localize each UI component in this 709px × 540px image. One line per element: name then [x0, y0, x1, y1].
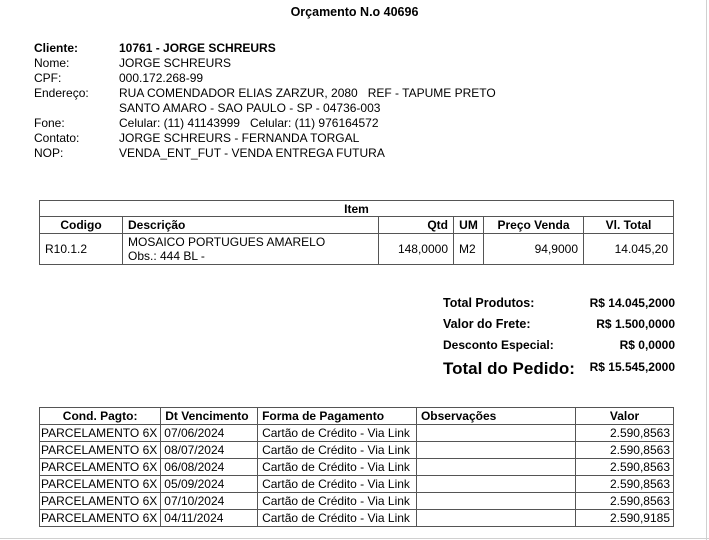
pay-venc: 07/06/2024: [161, 425, 258, 442]
contact-label: Contato:: [34, 131, 80, 145]
desconto-label: Desconto Especial:: [443, 338, 554, 352]
pay-forma: Cartão de Crédito - Via Link: [258, 510, 417, 527]
col-descricao: Descrição: [123, 217, 379, 234]
table-row: [40, 234, 674, 265]
items-table: [39, 200, 674, 265]
totals-block: [440, 293, 680, 382]
col-total: Vl. Total: [584, 217, 674, 234]
col-preco: Preço Venda: [484, 217, 584, 234]
name-label: Nome:: [34, 56, 70, 70]
item-codigo: R10.1.2: [40, 234, 123, 265]
col-codigo: Codigo: [40, 217, 123, 234]
frete-row: [440, 314, 680, 335]
items-table-title: Item: [40, 201, 674, 217]
phone-value: Celular: (11) 41143999 Celular: (11) 976164572: [119, 116, 379, 130]
pay-valor: 2.590,8563: [576, 442, 674, 459]
address-city-value: SANTO AMARO - SAO PAULO - SP - 04736-003: [119, 101, 381, 115]
pay-obs: [416, 442, 575, 459]
pay-obs: [416, 425, 575, 442]
pay-cond: PARCELAMENTO 6X: [40, 493, 161, 510]
pay-valor: 2.590,8563: [576, 493, 674, 510]
pay-forma: Cartão de Crédito - Via Link: [258, 442, 417, 459]
page-edge-bottom: [0, 538, 709, 539]
total-produtos-row: [440, 293, 680, 314]
pay-forma: Cartão de Crédito - Via Link: [258, 425, 417, 442]
table-row: [40, 442, 674, 459]
total-produtos-label: Total Produtos:: [443, 296, 535, 310]
item-total: 14.045,20: [584, 234, 674, 265]
col-dt-vencimento: Dt Vencimento: [161, 408, 258, 425]
col-qtd: Qtd: [379, 217, 454, 234]
contact-value: JORGE SCHREURS - FERNANDA TORGAL: [119, 131, 360, 145]
pay-cond: PARCELAMENTO 6X: [40, 425, 161, 442]
pay-valor: 2.590,8563: [576, 476, 674, 493]
pay-venc: 08/07/2024: [161, 442, 258, 459]
client-value: 10761 - JORGE SCHREURS: [119, 41, 276, 55]
frete-value: R$ 1.500,0000: [596, 317, 675, 331]
payments-table: [39, 407, 674, 527]
pay-cond: PARCELAMENTO 6X: [40, 442, 161, 459]
col-valor: Valor: [576, 408, 674, 425]
pay-venc: 05/09/2024: [161, 476, 258, 493]
table-row: [40, 459, 674, 476]
address-value: RUA COMENDADOR ELIAS ZARZUR, 2080 REF - TAPUME PRETO: [119, 86, 496, 100]
pay-cond: PARCELAMENTO 6X: [40, 510, 161, 527]
pay-obs: [416, 510, 575, 527]
col-observacoes: Observações: [416, 408, 575, 425]
item-obs: Obs.: 444 BL -: [128, 249, 205, 263]
pay-cond: PARCELAMENTO 6X: [40, 476, 161, 493]
table-row: [40, 493, 674, 510]
pay-obs: [416, 459, 575, 476]
phone-label: Fone:: [34, 116, 65, 130]
desconto-value: R$ 0,0000: [619, 338, 675, 352]
total-pedido-value: R$ 15.545,2000: [589, 360, 675, 374]
quote-title: Orçamento N.o 40696: [290, 5, 419, 19]
frete-label: Valor do Frete:: [443, 317, 531, 331]
pay-venc: 06/08/2024: [161, 459, 258, 476]
payments-header-row: [40, 408, 674, 425]
nop-label: NOP:: [34, 146, 64, 160]
pay-valor: 2.590,8563: [576, 459, 674, 476]
table-row: [40, 510, 674, 527]
item-preco: 94,9000: [484, 234, 584, 265]
page-edge-right: [706, 0, 707, 540]
pay-venc: 04/11/2024: [161, 510, 258, 527]
table-row: [40, 476, 674, 493]
item-um: M2: [454, 234, 484, 265]
total-pedido-row: [440, 356, 680, 382]
client-label: Cliente:: [34, 41, 79, 55]
col-forma-pagamento: Forma de Pagamento: [258, 408, 417, 425]
pay-cond: PARCELAMENTO 6X: [40, 459, 161, 476]
item-qtd: 148,0000: [379, 234, 454, 265]
item-descricao: [123, 234, 379, 265]
pay-obs: [416, 493, 575, 510]
col-cond-pagto: Cond. Pagto:: [40, 408, 161, 425]
pay-forma: Cartão de Crédito - Via Link: [258, 476, 417, 493]
col-um: UM: [454, 217, 484, 234]
table-row: [40, 425, 674, 442]
nop-value: VENDA_ENT_FUT - VENDA ENTREGA FUTURA: [119, 146, 385, 160]
pay-valor: 2.590,9185: [576, 510, 674, 527]
pay-valor: 2.590,8563: [576, 425, 674, 442]
item-description: MOSAICO PORTUGUES AMARELO: [128, 235, 326, 249]
total-pedido-label: Total do Pedido:: [443, 359, 575, 378]
pay-obs: [416, 476, 575, 493]
cpf-value: 000.172.268-99: [119, 71, 204, 85]
pay-forma: Cartão de Crédito - Via Link: [258, 459, 417, 476]
pay-forma: Cartão de Crédito - Via Link: [258, 493, 417, 510]
items-header-row: [40, 217, 674, 234]
pay-venc: 07/10/2024: [161, 493, 258, 510]
desconto-row: [440, 335, 680, 356]
total-produtos-value: R$ 14.045,2000: [589, 296, 675, 310]
address-label: Endereço:: [34, 86, 89, 100]
cpf-label: CPF:: [34, 71, 62, 85]
name-value: JORGE SCHREURS: [119, 56, 232, 70]
